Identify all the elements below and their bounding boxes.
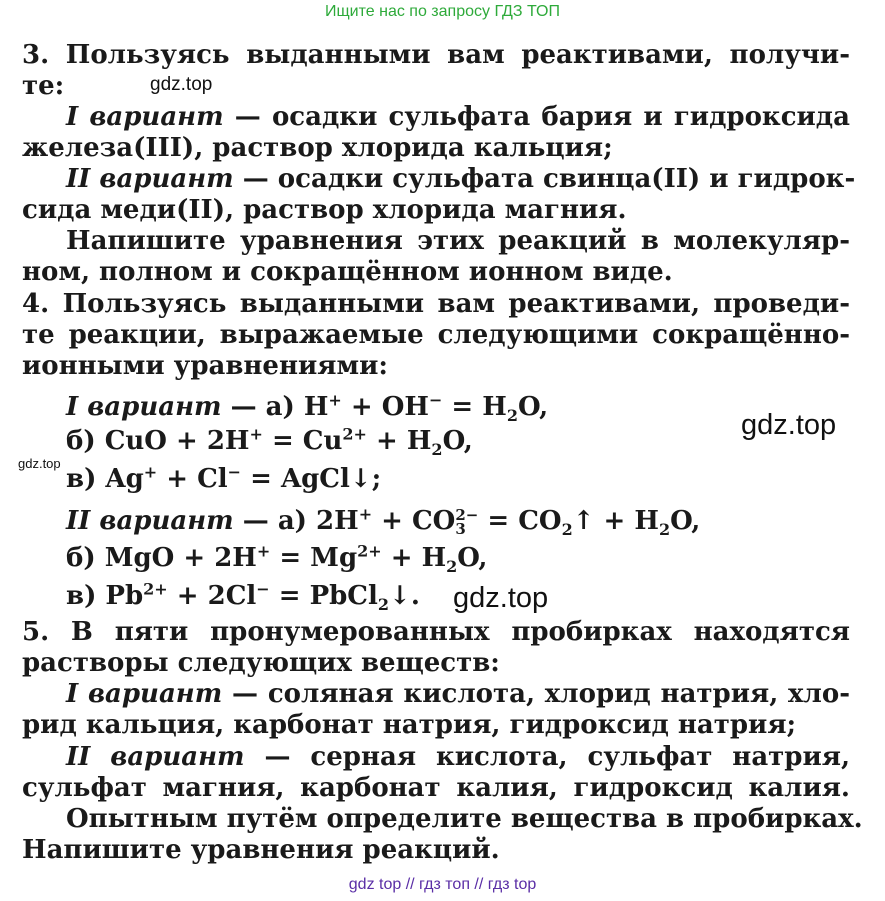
task3-variant2: [22, 164, 856, 195]
task3-line1: 3. Пользуясь выданными вам реактивами, получи-: [22, 40, 850, 70]
footer-links[interactable]: gdz top // гдз топ // гдз top: [348, 876, 537, 893]
task4-v2-a: II вариант — а) 2H+ + CO 2− 3 = $CO_2↑ + H_2O$,: [66, 504, 701, 540]
variant-label: I вариант: [66, 102, 224, 132]
task4-v2-b: б) MgO + $2H^+ = Mg^{2+} + H_2O$,: [66, 541, 488, 577]
item-letter: б): [66, 426, 96, 456]
watermark: gdz.top: [741, 409, 837, 441]
variant-text: — соляная кислота, хлорид натрия, хло-: [222, 679, 850, 709]
task5-variant2-cont: сульфат магния, карбонат калия, гидроксид калия.: [22, 773, 850, 803]
task4-v1-a: I вариант — а) $H^+ + OH^- = H_2O$,: [66, 390, 549, 426]
dash: —: [221, 392, 266, 422]
watermark: gdz.top: [18, 456, 61, 471]
task4-v2-c: в) $Pb^{2+} + 2Cl^-$ = PbCl$_2$↓.: [66, 579, 420, 615]
task5-variant1: [22, 679, 850, 710]
task4-line2: те реакции, выражаемые следующими сокращённо-: [22, 320, 850, 350]
variant-text: — осадки сульфата свинца(II) и гидрок-: [233, 164, 856, 194]
task5-line1: 5. В пяти пронумерованных пробирках находятся: [22, 617, 850, 647]
watermark: gdz.top: [150, 74, 213, 95]
task4-line1: 4. Пользуясь выданными вам реактивами, проведи-: [22, 289, 850, 319]
top-banner[interactable]: Ищите нас по запросу ГДЗ ТОП: [325, 3, 560, 20]
dash: —: [233, 506, 278, 536]
variant-text: — осадки сульфата бария и гидроксида: [223, 102, 850, 132]
variant-text: — серная кислота, сульфат натрия,: [244, 742, 850, 772]
task4-v1-b: б) CuO + $2H^+ = Cu^{2+} + H_2O$,: [66, 424, 473, 460]
item-letter: а): [265, 392, 295, 422]
task3-variant1: [22, 102, 850, 133]
variant-label: II вариант: [66, 164, 234, 194]
task3-instruction: Напишите уравнения этих реакций в молекуляр-: [66, 226, 850, 256]
task5-instruction-cont: Напишите уравнения реакций.: [22, 835, 500, 865]
task3-instruction-cont: ном, полном и сокращённом ионном виде.: [22, 257, 673, 287]
variant-label: II вариант: [66, 506, 234, 536]
task5-line2: растворы следующих веществ:: [22, 648, 500, 678]
task3-variant1-cont: железа(III), раствор хлорида кальция;: [22, 133, 613, 163]
variant-label: II вариант: [66, 742, 245, 772]
task5-variant2: [22, 742, 850, 773]
item-letter: б): [66, 543, 96, 573]
variant-label: I вариант: [66, 392, 222, 422]
task5-variant1-cont: рид кальция, карбонат натрия, гидроксид натрия;: [22, 710, 797, 740]
task4-line3: ионными уравнениями:: [22, 351, 388, 381]
task4-v1-c: в) Ag+ + Cl− = AgCl↓;: [66, 462, 382, 494]
item-letter: а): [277, 506, 307, 536]
task3-variant2-cont: сида меди(II), раствор хлорида магния.: [22, 195, 627, 225]
task3-line2: те:: [22, 71, 65, 101]
task5-instruction: Опытным путём определите вещества в пробирках.: [66, 804, 863, 834]
watermark: gdz.top: [453, 582, 549, 614]
item-letter: в): [66, 581, 97, 611]
item-letter: в): [66, 464, 97, 494]
variant-label: I вариант: [66, 679, 223, 709]
